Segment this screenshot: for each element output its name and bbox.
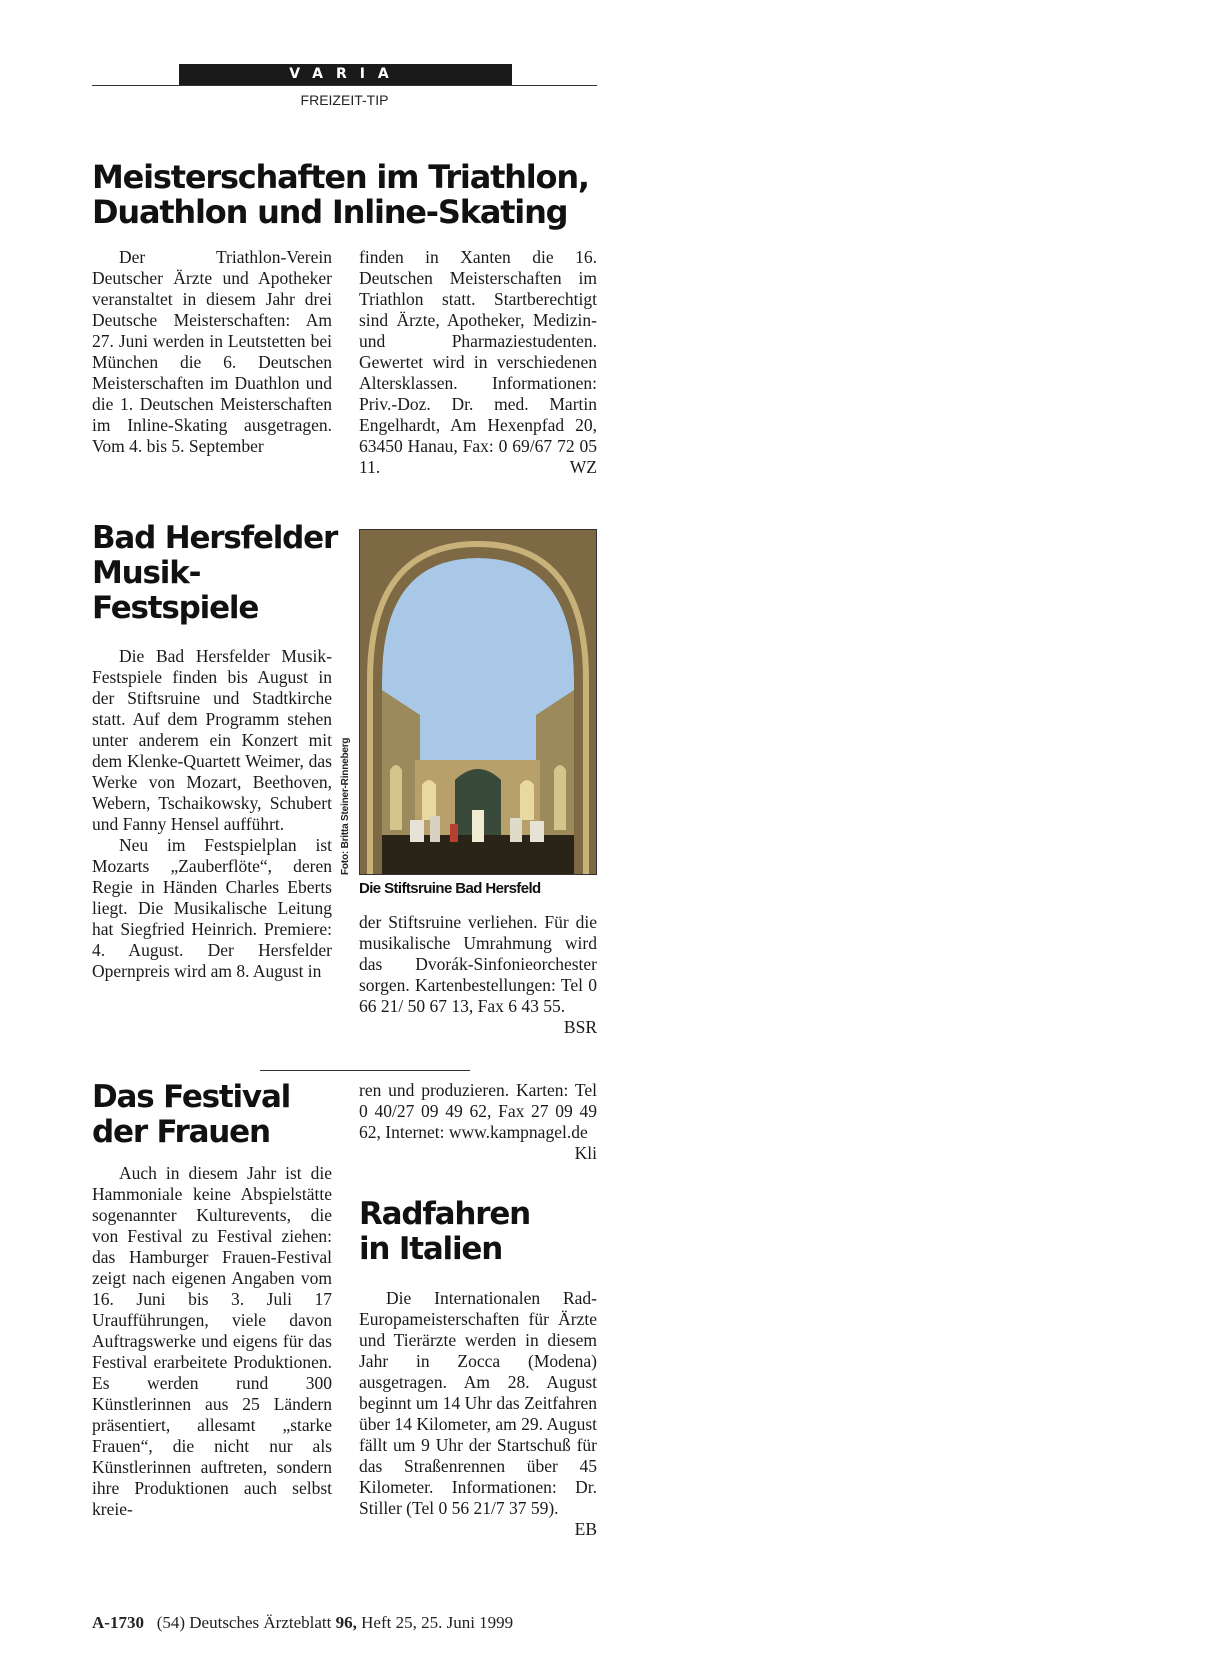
signature: Kli	[574, 1143, 597, 1163]
article-festival-col1: Auch in diesem Jahr ist die Hammoniale keine Abspielstätte sogenannter Kulturevents, die von Festival zu Festival ziehen: das Hamburger Frauen-Festival zeigt nach eigenen Angaben vom 16. Juni bis 3. Juli 17 Uraufführungen, viele davon Auftragswerke und eigens für das Festival erarbeitete Produktionen. Es werden rund 300 Künstlerinnen aus 25 Ländern präsentiert, allesamt „starke Frauen“, die nicht nur als Künstlerinnen auftreten, sondern ihre Produktionen auch selbst kreie-	[92, 1163, 332, 1519]
subsection-label: FREIZEIT-TIP	[300, 92, 389, 108]
article-title-triathlon: Meisterschaften im Triathlon, Duathlon und Inline-Skating	[92, 158, 589, 231]
journal-name: (54) Deutsches Ärzteblatt	[156, 1613, 332, 1632]
article-title-festspiele: Bad Hersfelder Musik- Festspiele	[92, 520, 338, 626]
article-title-festival: Das Festival der Frauen	[92, 1079, 291, 1150]
article-separator	[260, 1070, 470, 1071]
photo-stiftsruine	[359, 529, 597, 875]
article-festspiele-col1: Die Bad Hersfelder Musik-Festspiele finden bis August in der Stiftsruine und Stadtkirche statt. Auf dem Programm stehen unter anderem ein Konzert mit dem Klenke-Quartett Weimer, das Werke von Mozart, Beethoven, Webern, Tschaikowsky, Schubert und Fanny Hensel aufführt. Neu im Festspielplan ist Mozarts „Zauberflöte“, deren Regie in Händen Charles Eberts liegt. Die Musikalische Leitung hat Siegfried Heinrich. Premiere: 4. August. Der Hersfelder Opernpreis wird am 8. August in	[92, 646, 332, 981]
page-footer	[92, 1613, 612, 1633]
page-number: A-1730	[92, 1613, 144, 1632]
article-triathlon-col2: finden in Xanten die 16. Deutschen Meisterschaften im Triathlon statt. Startberechtigt sind Ärzte, Apotheker, Medizin- und Pharmaziestudenten. Gewertet wird in verschiedenen Altersklassen. Informationen: Priv.-Doz. Dr. med. Martin Engelhardt, Am Hexenpfad 20, 63450 Hanau, Fax: 0 69/67 72 05 11. WZ	[359, 247, 597, 477]
photo-credit: Foto: Britta Steiner-Rinneberg	[340, 737, 351, 875]
volume: 96,	[335, 1613, 357, 1632]
article-radfahren-body: Die Internationalen Rad-Europameisterschaften für Ärzte und Tierärzte werden in diesem Jahr in Zocca (Modena) ausgetragen. Am 28. August beginnt um 14 Uhr das Zeitfahren über 14 Kilometer, am 29. August fällt um 9 Uhr der Startschuß für das Straßenrennen über 45 Kilometer. Informationen: Dr. Stiller (Tel 0 56 21/7 37 59). EB	[359, 1288, 597, 1539]
issue-date: Heft 25, 25. Juni 1999	[361, 1613, 514, 1632]
article-festival-col2: ren und produzieren. Karten: Tel 0 40/27 09 49 62, Fax 27 09 49 62, Internet: www.kampnagel.de Kli	[359, 1080, 597, 1163]
section-label: VARIA	[179, 64, 512, 85]
article-triathlon-col1: Der Triathlon-Verein Deutscher Ärzte und Apotheker veranstaltet in diesem Jahr drei Deutsche Meisterschaften: Am 27. Juni werden in Leutstetten bei München die 6. Deutschen Meisterschaften im Duathlon und die 1. Deutschen Meisterschaften im Inline-Skating ausgetragen. Vom 4. bis 5. September	[92, 247, 332, 456]
signature: WZ	[569, 457, 597, 477]
stiftsruine-image	[360, 530, 596, 874]
article-festspiele-col2: der Stiftsruine verliehen. Für die musikalische Umrahmung wird das Dvorák-Sinfonieorchester sorgen. Kartenbestellungen: Tel 0 66 21/ 50 67 13, Fax 6 43 55. BSR	[359, 912, 597, 1037]
signature: BSR	[563, 1017, 597, 1037]
signature: EB	[574, 1519, 597, 1539]
header-rule	[92, 85, 597, 86]
article-title-radfahren: Radfahren in Italien	[359, 1196, 531, 1267]
photo-caption: Die Stiftsruine Bad Hersfeld	[359, 880, 541, 897]
